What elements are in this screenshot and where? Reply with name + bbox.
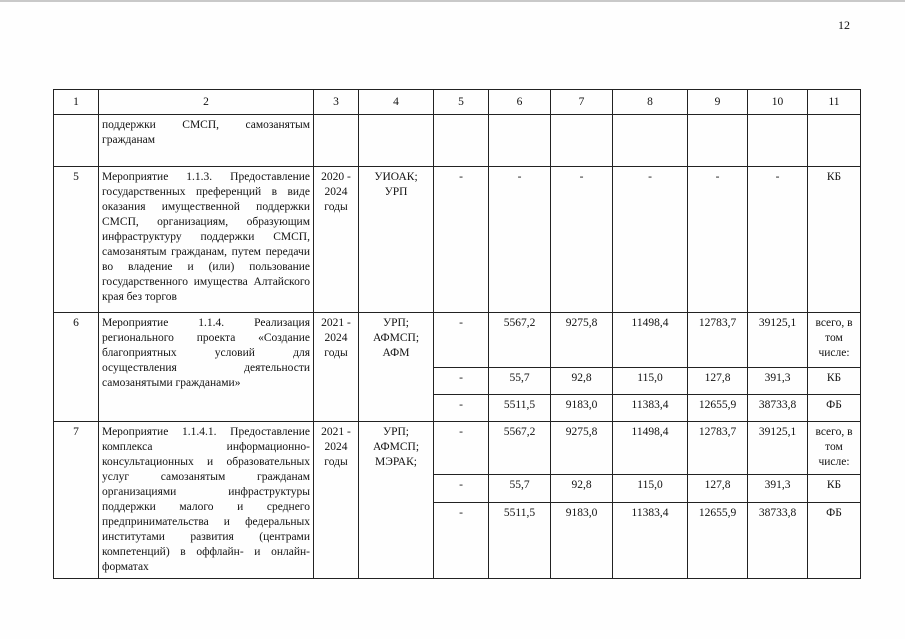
cell-value: 92,8 xyxy=(551,368,613,395)
cell-source: всего, в том числе: xyxy=(808,313,861,368)
cell-value: - xyxy=(489,167,551,313)
cell-value: - xyxy=(434,395,489,422)
cell-source: КБ xyxy=(808,475,861,502)
cell-value: 55,7 xyxy=(489,368,551,395)
cell-empty xyxy=(434,115,489,167)
cell-years: 2021 - 2024 годы xyxy=(314,422,359,579)
cell-value: 127,8 xyxy=(688,475,748,502)
cell-value: 115,0 xyxy=(613,475,688,502)
cell-value: 127,8 xyxy=(688,368,748,395)
cell-value: 12783,7 xyxy=(688,422,748,475)
cell-empty xyxy=(808,115,861,167)
cell-row-number: 6 xyxy=(54,313,99,422)
header-cell: 2 xyxy=(99,90,314,115)
cell-value: 5511,5 xyxy=(489,395,551,422)
cell-empty xyxy=(613,115,688,167)
cell-value: 391,3 xyxy=(748,368,808,395)
cell-value: 39125,1 xyxy=(748,422,808,475)
page-number: 12 xyxy=(838,18,850,32)
cell-years: 2020 - 2024 годы xyxy=(314,167,359,313)
cell-row-number: 7 xyxy=(54,422,99,579)
cell-value: 55,7 xyxy=(489,475,551,502)
table-row xyxy=(54,313,861,368)
cell-value: 9183,0 xyxy=(551,502,613,579)
cell-value: 9183,0 xyxy=(551,395,613,422)
cell-description: Мероприятие 1.1.4. Реализация регионального проекта «Создание благоприятных условий для осуществления деятельности самозанятыми гражданами» xyxy=(99,313,314,422)
cell-empty xyxy=(688,115,748,167)
cell-value: 11383,4 xyxy=(613,502,688,579)
cell-value: - xyxy=(434,475,489,502)
cell-value: 38733,8 xyxy=(748,395,808,422)
table-row xyxy=(54,167,861,313)
cell-value: - xyxy=(434,502,489,579)
cell-value: 11383,4 xyxy=(613,395,688,422)
cell-value: 9275,8 xyxy=(551,422,613,475)
cell-source: КБ xyxy=(808,167,861,313)
cell-empty xyxy=(359,115,434,167)
cell-value: 9275,8 xyxy=(551,313,613,368)
cell-value: 5511,5 xyxy=(489,502,551,579)
cell-value: 11498,4 xyxy=(613,313,688,368)
header-cell: 6 xyxy=(489,90,551,115)
cell-value: 38733,8 xyxy=(748,502,808,579)
header-cell: 1 xyxy=(54,90,99,115)
cell-value: 12783,7 xyxy=(688,313,748,368)
cell-value: 115,0 xyxy=(613,368,688,395)
header-row xyxy=(54,90,861,115)
cell-value: 5567,2 xyxy=(489,313,551,368)
cell-empty xyxy=(489,115,551,167)
cell-description: поддержки СМСП, самозанятым гражданам xyxy=(99,115,314,167)
cell-value: - xyxy=(434,368,489,395)
cell-value: 5567,2 xyxy=(489,422,551,475)
cell-value: 39125,1 xyxy=(748,313,808,368)
header-cell: 8 xyxy=(613,90,688,115)
cell-row-number: 5 xyxy=(54,167,99,313)
header-cell: 5 xyxy=(434,90,489,115)
cell-value: - xyxy=(434,422,489,475)
cell-value: - xyxy=(434,313,489,368)
cell-value: - xyxy=(748,167,808,313)
cell-executors: УРП; АФМСП; МЭРАК; xyxy=(359,422,434,579)
cell-empty xyxy=(314,115,359,167)
measures-table xyxy=(53,89,861,579)
cell-source: ФБ xyxy=(808,502,861,579)
table-row-continuation xyxy=(54,115,861,167)
header-cell: 4 xyxy=(359,90,434,115)
cell-executors: УИОАК; УРП xyxy=(359,167,434,313)
cell-empty xyxy=(748,115,808,167)
cell-empty xyxy=(551,115,613,167)
header-cell: 9 xyxy=(688,90,748,115)
cell-value: 12655,9 xyxy=(688,395,748,422)
cell-executors: УРП; АФМСП; АФМ xyxy=(359,313,434,422)
header-cell: 11 xyxy=(808,90,861,115)
cell-value: - xyxy=(551,167,613,313)
header-cell: 3 xyxy=(314,90,359,115)
cell-source: КБ xyxy=(808,368,861,395)
cell-years: 2021 - 2024 годы xyxy=(314,313,359,422)
cell-source: всего, в том числе: xyxy=(808,422,861,475)
header-cell: 10 xyxy=(748,90,808,115)
cell-value: 12655,9 xyxy=(688,502,748,579)
cell-description: Мероприятие 1.1.3. Предоставление государственных преференций в виде оказания имущественной поддержки СМСП, организациям, образующим инфраструктуру поддержки СМСП, самозанятым гражданам, путем передачи во владение и (или) пользование государственного имущества Алтайского края без торгов xyxy=(99,167,314,313)
cell-value: - xyxy=(688,167,748,313)
cell-value: 391,3 xyxy=(748,475,808,502)
table-row xyxy=(54,422,861,475)
scan-top-edge xyxy=(0,0,905,2)
header-cell: 7 xyxy=(551,90,613,115)
cell-value: 11498,4 xyxy=(613,422,688,475)
cell-value: - xyxy=(434,167,489,313)
cell-value: - xyxy=(613,167,688,313)
cell-empty xyxy=(54,115,99,167)
cell-source: ФБ xyxy=(808,395,861,422)
cell-description: Мероприятие 1.1.4.1. Предоставление комплекса информационно-консультационных и образовательных услуг самозанятым гражданам организациями инфраструктуры поддержки малого и среднего предпринимательства и федеральных институтами развития (центрами компетенций) в оффлайн- и онлайн-форматах xyxy=(99,422,314,579)
cell-value: 92,8 xyxy=(551,475,613,502)
